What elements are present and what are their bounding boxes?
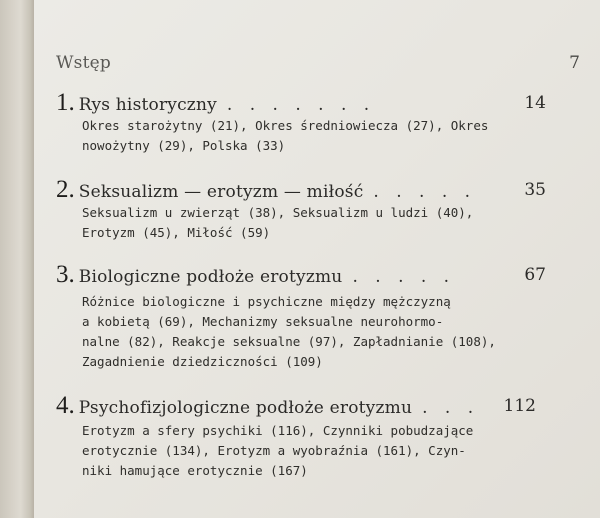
chapter-number: 2. bbox=[56, 176, 75, 203]
chapter-number: 1. bbox=[56, 89, 75, 116]
subtopic-line: niki hamujące erotycznie (167) bbox=[82, 463, 308, 478]
toc-chapter-3 bbox=[56, 262, 546, 372]
chapter-subtopics bbox=[82, 203, 502, 243]
book-binding bbox=[0, 0, 34, 518]
toc-chapter-heading bbox=[56, 90, 546, 116]
chapter-page: 14 bbox=[524, 93, 546, 113]
toc-chapter-2 bbox=[56, 177, 546, 243]
leader-dots: . . . . . bbox=[352, 267, 456, 287]
toc-chapter-heading bbox=[56, 177, 546, 203]
toc-chapter-heading bbox=[56, 393, 536, 419]
chapter-title: Biologiczne podłoże erotyzmu bbox=[78, 267, 343, 287]
chapter-subtopics bbox=[82, 292, 502, 372]
leader-dots: . . . . . bbox=[373, 182, 477, 202]
subtopic-line: Erotyzm a sfery psychiki (116), Czynniki pobudzające bbox=[82, 423, 474, 438]
chapter-title: Psychofizjologiczne podłoże erotyzmu bbox=[78, 398, 413, 418]
chapter-page: 35 bbox=[524, 180, 546, 200]
toc-entry-title: Wstęp bbox=[56, 53, 111, 73]
leader-dots: . . . . . . . bbox=[226, 95, 376, 115]
subtopic-line: erotycznie (134), Erotyzm a wyobraźnia (161), Czyn- bbox=[82, 443, 466, 458]
toc-entry-intro bbox=[56, 50, 580, 76]
chapter-number: 4. bbox=[56, 392, 75, 419]
subtopic-line: Erotyzm (45), Miłość (59) bbox=[82, 225, 271, 240]
chapter-subtopics bbox=[82, 116, 502, 156]
subtopic-line: Okres starożytny (21), Okres średniowiecza (27), Okres bbox=[82, 118, 489, 133]
leader-dots: . . . bbox=[422, 398, 480, 418]
subtopic-line: nalne (82), Reakcje seksualne (97), Zapładnianie (108), bbox=[82, 334, 496, 349]
chapter-subtopics bbox=[82, 421, 502, 481]
chapter-title: Seksualizm — erotyzm — miłość bbox=[78, 182, 364, 202]
book-page bbox=[34, 0, 600, 518]
toc-entry-page: 7 bbox=[569, 53, 580, 73]
chapter-page: 112 bbox=[503, 396, 536, 416]
toc-chapter-4 bbox=[56, 393, 536, 481]
subtopic-line: Różnice biologiczne i psychiczne między mężczyzną bbox=[82, 294, 451, 309]
chapter-page: 67 bbox=[524, 265, 546, 285]
toc-chapter-heading bbox=[56, 262, 546, 288]
chapter-number: 3. bbox=[56, 261, 75, 288]
chapter-title: Rys historyczny bbox=[78, 95, 217, 115]
subtopic-line: Zagadnienie dziedziczności (109) bbox=[82, 354, 323, 369]
toc-entry-line bbox=[56, 50, 580, 76]
toc-chapter-1 bbox=[56, 90, 546, 156]
subtopic-line: Seksualizm u zwierząt (38), Seksualizm u ludzi (40), bbox=[82, 205, 474, 220]
subtopic-line: nowożytny (29), Polska (33) bbox=[82, 138, 286, 153]
subtopic-line: a kobietą (69), Mechanizmy seksualne neurohormo- bbox=[82, 314, 444, 329]
